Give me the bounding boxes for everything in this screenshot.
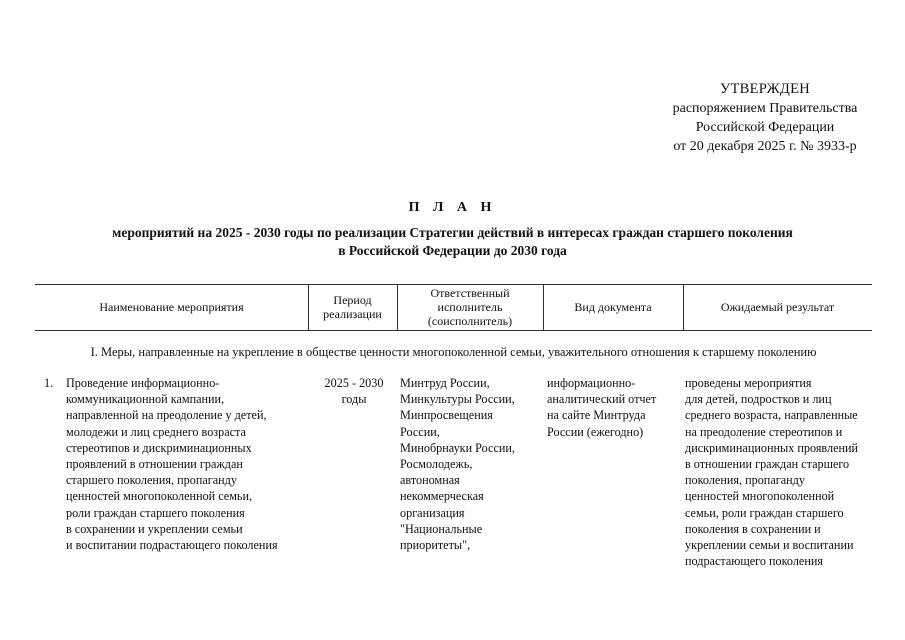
row-name: Проведение информационно- коммуникационной кампании, направленной на преодоление у детей, молодежи и лиц среднего возраста стереотипов и дискриминационных проявлений в отношении граждан старшего поколения, пропаганду ценностей многопоколенной семьи, роли граждан старшего поколения в сохранении и укреплении семьи и воспитании подрастающего поколения	[66, 376, 278, 553]
row-number: 1.	[44, 376, 54, 390]
header-document	[543, 284, 683, 330]
row-document: информационно- аналитический отчет на сайте Минтруда России (ежегодно)	[547, 376, 657, 439]
header-result-text: Ожидаемый результат	[720, 300, 835, 314]
header-result	[683, 284, 872, 330]
plan-subtitle	[40, 224, 865, 260]
row-period: 2025 - 2030 годы	[324, 376, 384, 407]
header-name-text: Наименование мероприятия	[99, 300, 244, 314]
header-period-text: Период реализации	[323, 293, 382, 321]
header-responsible	[397, 284, 543, 330]
approval-line-1: распоряжением Правительства	[672, 101, 858, 116]
subtitle-line-1: мероприятий на 2025 - 2030 годы по реализации Стратегии действий в интересах граждан старшего поколения	[112, 225, 793, 240]
header-document-text: Вид документа	[574, 300, 652, 314]
table-header-rule	[35, 330, 872, 331]
section-heading: I. Меры, направленные на укрепление в обществе ценности многопоколенной семьи, уважительного отношения к старшему поколению	[90, 345, 817, 359]
header-name	[35, 284, 308, 330]
header-responsible-text: Ответственный исполнитель (соисполнитель)	[427, 286, 513, 328]
subtitle-line-2: в Российской Федерации до 2030 года	[338, 243, 567, 258]
approval-heading: УТВЕРЖДЕН	[719, 81, 811, 97]
approval-line-3: от 20 декабря 2025 г. № 3933-р	[673, 139, 857, 154]
header-period	[308, 284, 397, 330]
approval-block	[640, 80, 890, 156]
row-result: проведены мероприятия для детей, подростков и лиц среднего возраста, направленные на преодоление стереотипов и дискриминационных проявлений в отношении граждан старшего поколения, пропаганду ценностей многопоколенной семьи, роли граждан старшего поколения в сохранении и укреплении семьи и воспитании подрастающего поколения	[685, 376, 859, 569]
approval-line-2: Российской Федерации	[695, 120, 835, 135]
row-responsible: Минтруд России, Минкультуры России, Минпросвещения России, Минобрнауки России, Росмолодежь, автономная некоммерческая организация "Национальные приоритеты",	[400, 376, 515, 553]
plan-title: П Л А Н	[408, 200, 497, 215]
